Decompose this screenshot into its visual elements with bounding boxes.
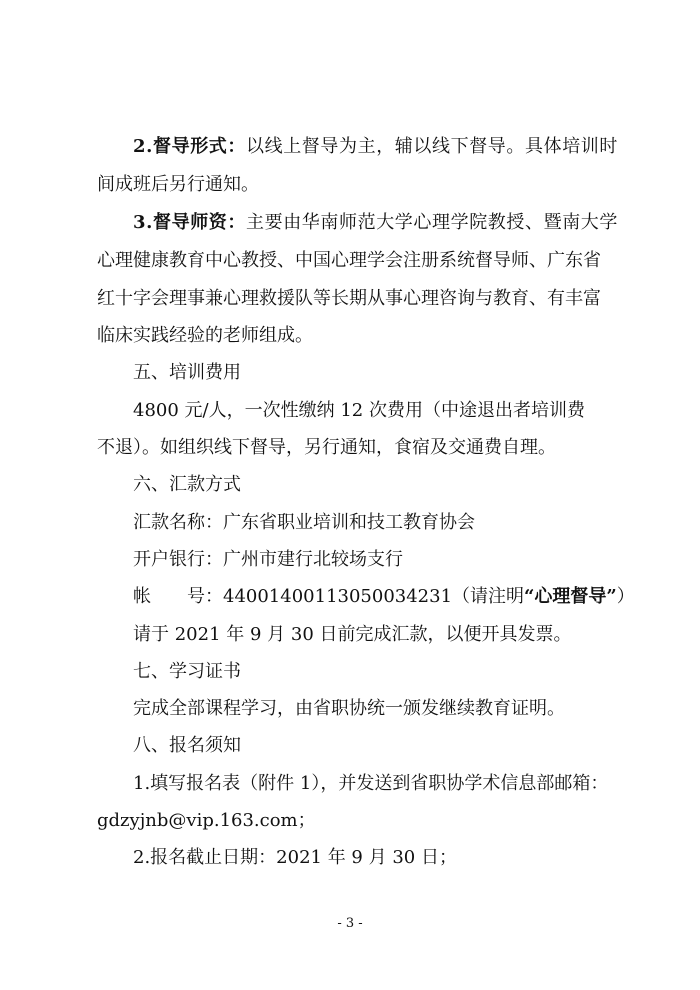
certificate-line1: 完成全部课程学习，由省职协统一颁发继续教育证明。: [133, 698, 565, 719]
supervision-format-line1: [133, 135, 618, 159]
supervisors-label: 3.督导师资：: [133, 212, 246, 233]
section-payment-heading: 六、汇款方式: [133, 474, 241, 495]
supervisors-line4: 临床实践经验的老师组成。: [97, 325, 313, 346]
registration-item2: 2.报名截止日期：2021 年 9 月 30 日；: [133, 847, 457, 868]
supervision-format-label: 2.督导形式：: [133, 136, 246, 157]
account-note-pre: （请注明: [452, 586, 525, 607]
fees-line1: 4800 元/人，一次性缴纳 12 次费用（中途退出者培训费: [133, 400, 585, 421]
section-certificate-heading: 七、学习证书: [133, 661, 241, 682]
payment-name: 汇款名称：广东省职业培训和技工教育协会: [133, 512, 475, 533]
section-registration-heading: 八、报名须知: [133, 735, 241, 756]
page-number: - 3 -: [337, 916, 363, 931]
account-label: 帐 号：: [133, 586, 223, 607]
payment-account: [133, 585, 635, 609]
supervision-format-line2: 间成班后另行通知。: [97, 174, 259, 195]
section-fees-heading: 五、培训费用: [133, 362, 241, 383]
supervisors-line2: 心理健康教育中心教授、中国心理学会注册系统督导师、广东省: [97, 250, 601, 271]
supervisors-text: 主要由华南师范大学心理学院教授、暨南大学: [246, 212, 618, 233]
supervision-format-text: 以线上督导为主，辅以线下督导。具体培训时: [246, 136, 618, 157]
payment-deadline: 请于 2021 年 9 月 30 日前完成汇款，以便开具发票。: [133, 624, 572, 645]
account-number: 44001400113050034231: [223, 586, 453, 607]
account-note-post: ）: [616, 586, 635, 607]
payment-bank: 开户银行：广州市建行北较场支行: [133, 549, 403, 570]
registration-email: gdzyjnb@vip.163.com；: [97, 810, 316, 831]
account-note-bold: “心理督导”: [524, 586, 617, 607]
supervisors-line1: [133, 211, 618, 235]
registration-item1-line1: 1.填写报名表（附件 1），并发送到省职协学术信息部邮箱：: [133, 773, 609, 794]
fees-line2: 不退）。如组织线下督导，另行通知，食宿及交通费自理。: [97, 437, 556, 458]
supervisors-line3: 红十字会理事兼心理救援队等长期从事心理咨询与教育、有丰富: [97, 288, 601, 309]
